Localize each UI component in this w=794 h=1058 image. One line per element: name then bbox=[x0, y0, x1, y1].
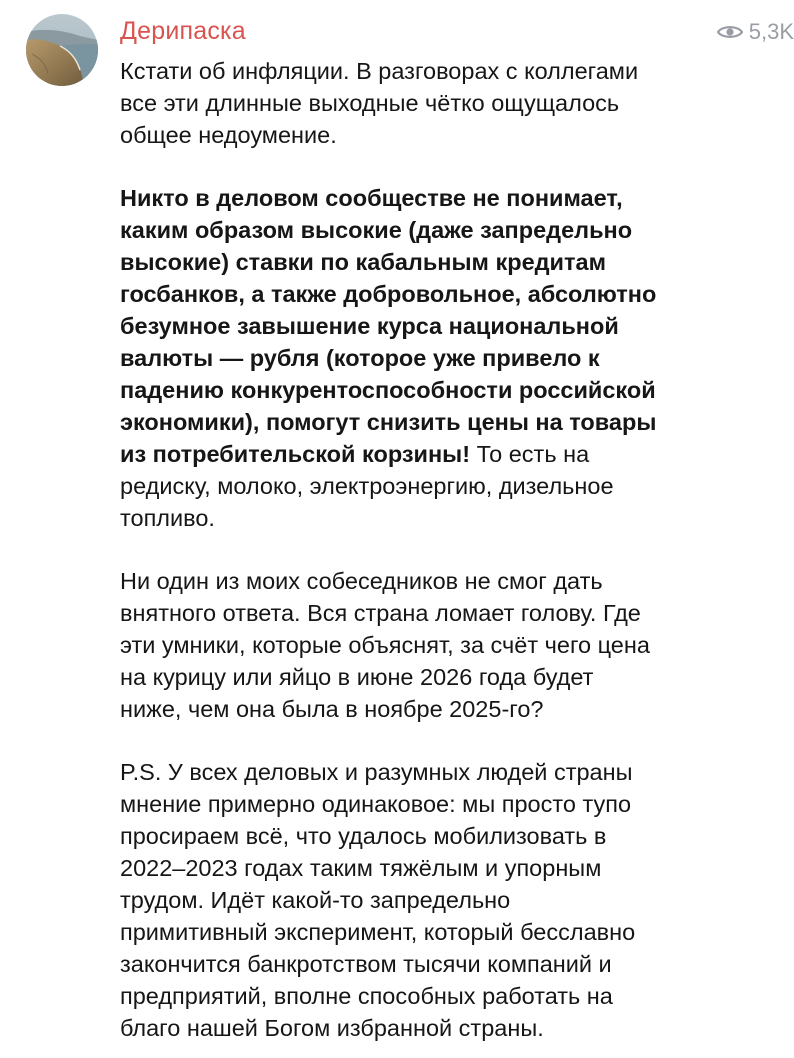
text-line: общее недоумение. bbox=[120, 122, 337, 148]
bold-text-line: высокие) ставки по кабальным кредитам bbox=[120, 249, 606, 275]
text-line: ниже, чем она была в ноябре 2025-го? bbox=[120, 696, 544, 722]
text-line: предприятий, вполне способных работать на bbox=[120, 983, 613, 1009]
paragraph-bold-statement bbox=[120, 182, 794, 534]
text-line: мнение примерно одинаковое: мы просто тупо bbox=[120, 791, 632, 817]
text-line: эти умники, которые объяснят, за счёт чего цена bbox=[120, 632, 650, 658]
bold-text-line: экономики), помогут снизить цены на товары bbox=[120, 409, 657, 435]
text-line: просираем всё, что удалось мобилизовать в bbox=[120, 823, 607, 849]
bold-text-line: Никто в деловом сообществе не понимает, bbox=[120, 185, 623, 211]
text-line: закончится банкротством тысячи компаний и bbox=[120, 951, 612, 977]
text-line: трудом. Идёт какой-то запредельно bbox=[120, 887, 511, 913]
text-fragment: То есть на bbox=[470, 441, 590, 467]
text-line: примитивный эксперимент, который бесславно bbox=[120, 919, 636, 945]
bold-text-line: госбанков, а также добровольное, абсолютно bbox=[120, 281, 657, 307]
text-line: благо нашей Богом избранной страны. bbox=[120, 1015, 544, 1041]
paragraph-postscript bbox=[120, 756, 794, 1044]
channel-name[interactable]: Дерипаска bbox=[120, 17, 246, 45]
text-line: внятного ответа. Вся страна ломает голову. Где bbox=[120, 600, 641, 626]
bold-text-line: каким образом высокие (даже запредельно bbox=[120, 217, 633, 243]
bold-text-line: валюты — рубля (которое уже привело к bbox=[120, 345, 600, 371]
text-line: топливо. bbox=[120, 505, 215, 531]
paragraph-question bbox=[120, 565, 794, 725]
bold-text-line: безумное завышение курса национальной bbox=[120, 313, 619, 339]
text-line: все эти длинные выходные чётко ощущалось bbox=[120, 90, 620, 116]
text-line: P.S. У всех деловых и разумных людей страны bbox=[120, 759, 633, 785]
mixed-text-line bbox=[120, 438, 794, 470]
text-line: Кстати об инфляции. В разговорах с коллегами bbox=[120, 58, 639, 84]
text-line: Ни один из моих собеседников не смог дать bbox=[120, 568, 603, 594]
view-count: 5,3K bbox=[748, 19, 794, 44]
paragraph-intro bbox=[120, 55, 794, 151]
text-line: 2022–2023 годах таким тяжёлым и упорным bbox=[120, 855, 602, 881]
bold-text-fragment: из потребительской корзины! bbox=[120, 441, 471, 467]
message-text bbox=[120, 55, 794, 1058]
text-line: редиску, молоко, электроэнергию, дизельное bbox=[120, 473, 614, 499]
bold-text-line: падению конкурентоспособности российской bbox=[120, 377, 656, 403]
text-line: на курицу или яйцо в июне 2026 года будет bbox=[120, 664, 594, 690]
view-counter bbox=[717, 18, 794, 46]
coastline-landscape-icon bbox=[26, 14, 98, 86]
channel-avatar[interactable] bbox=[26, 14, 98, 86]
eye-icon bbox=[717, 23, 743, 41]
